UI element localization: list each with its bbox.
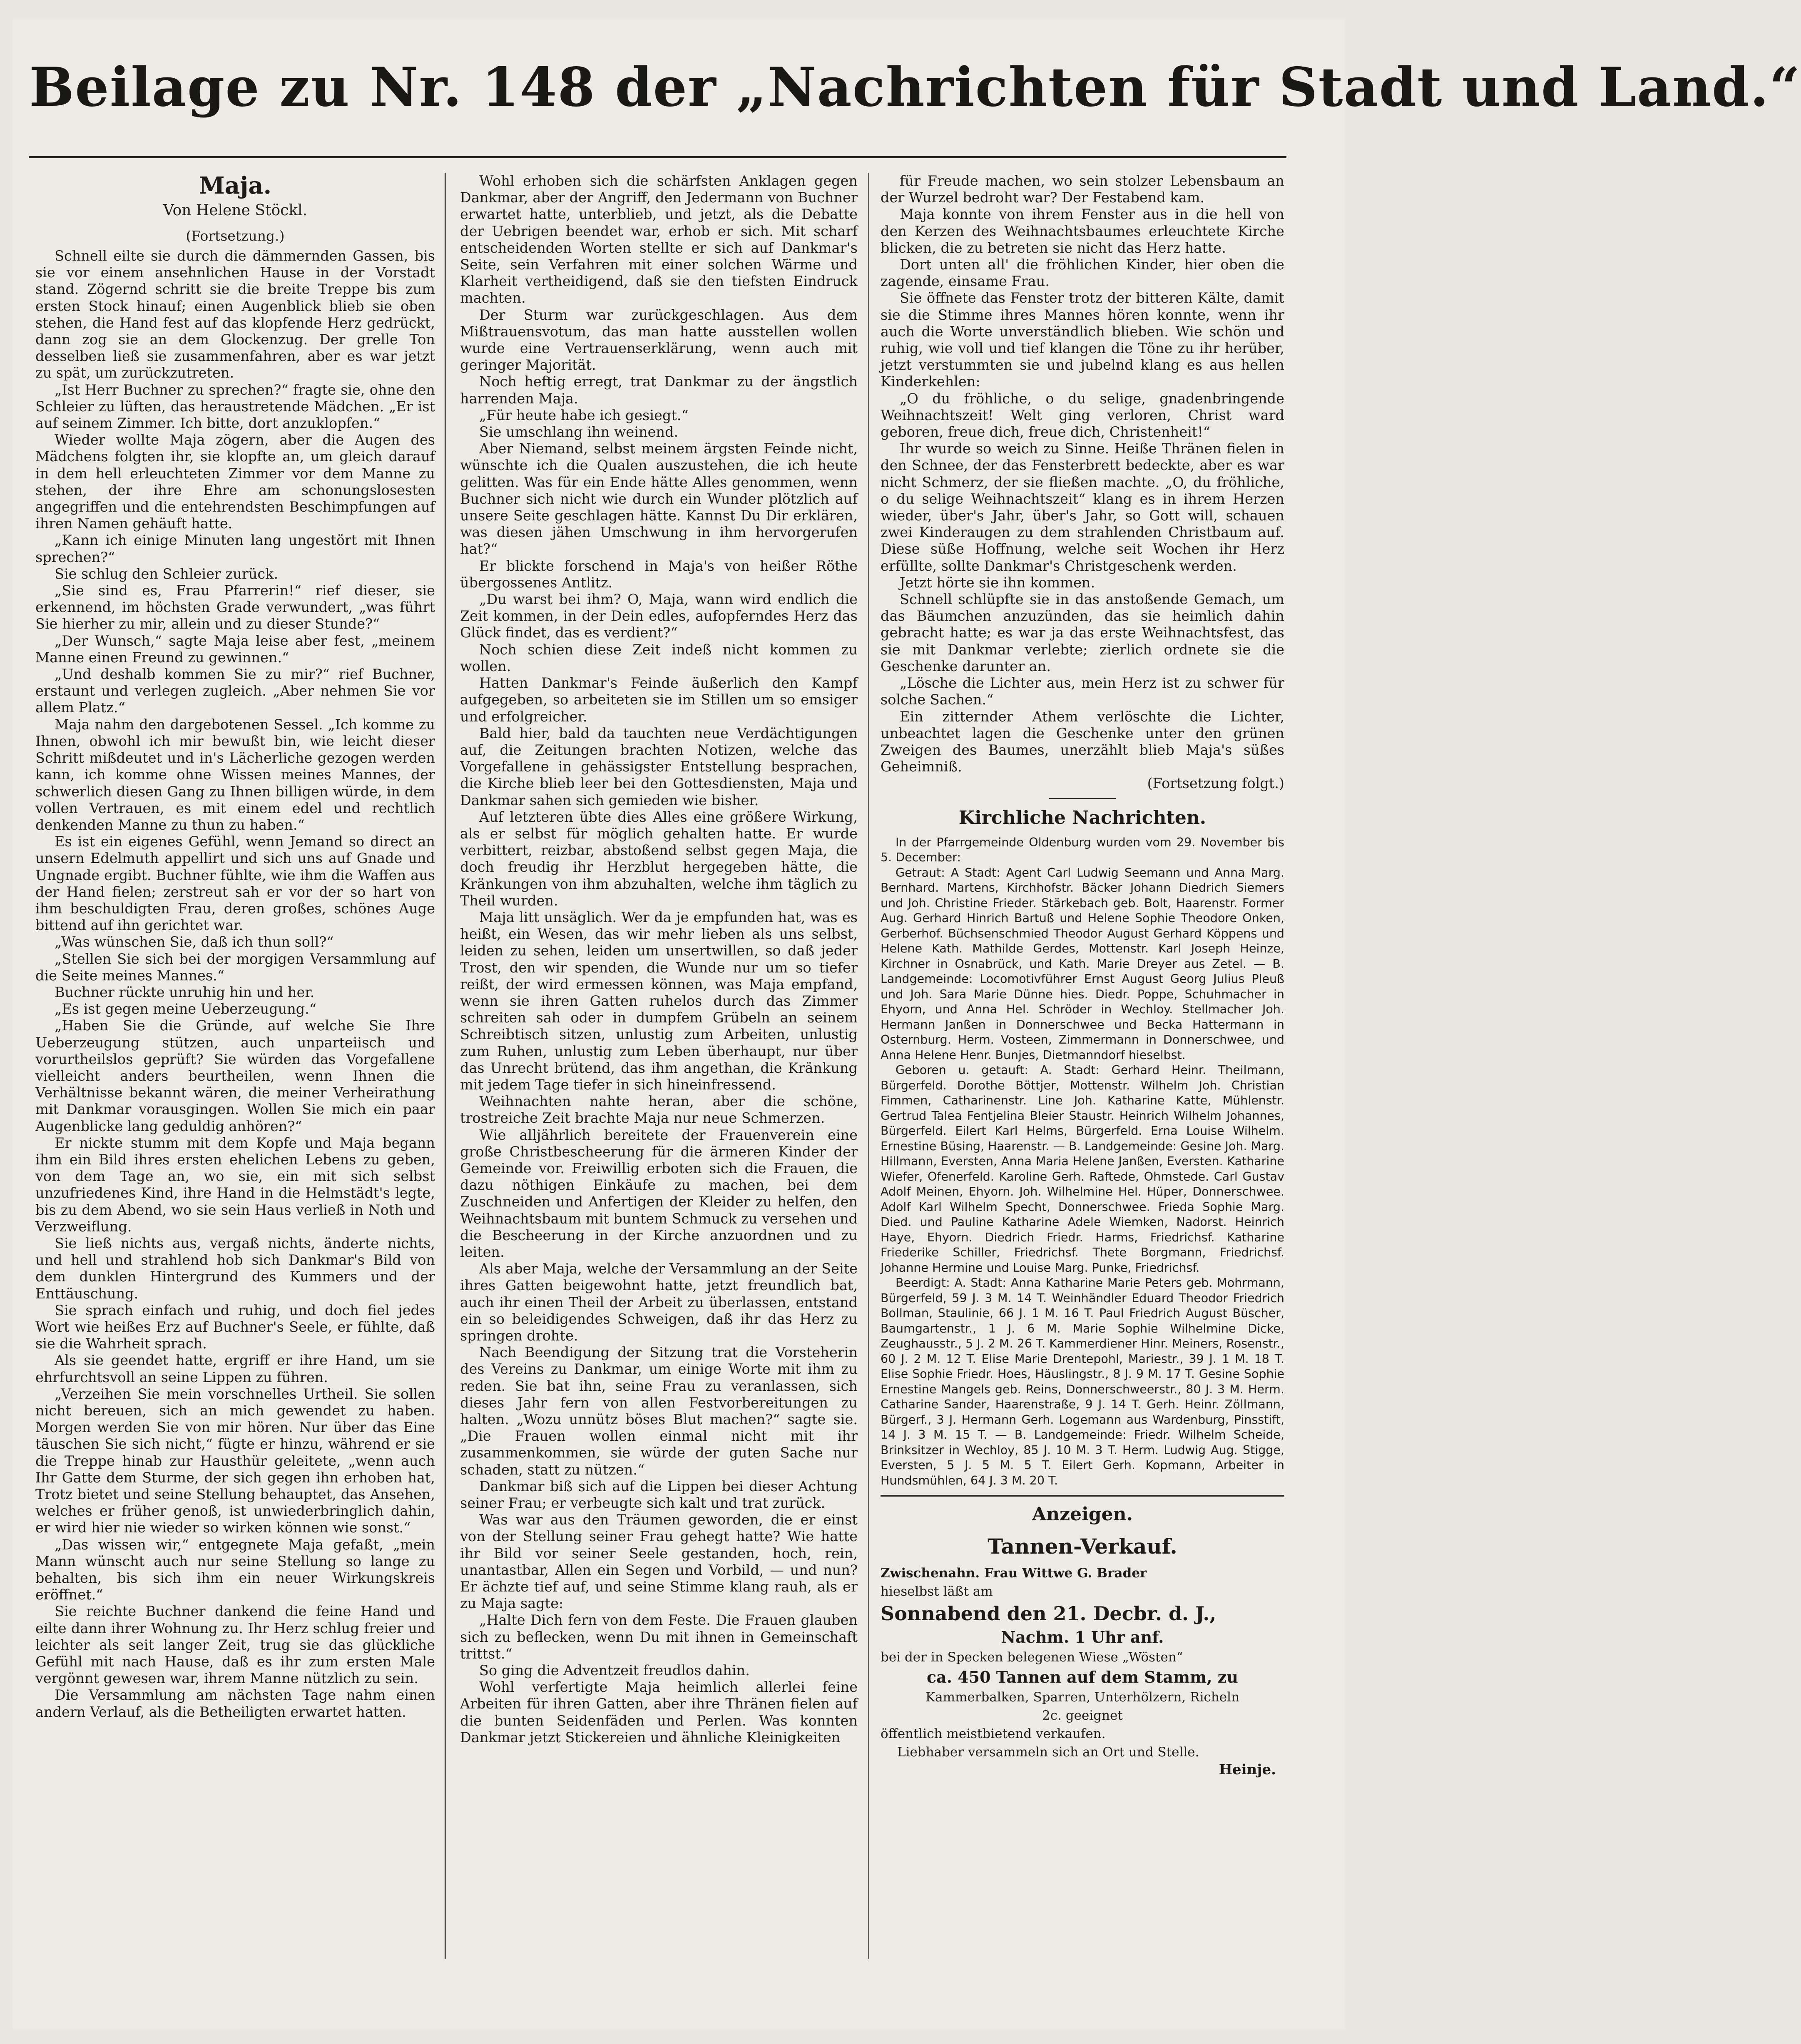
story-title: Maja. bbox=[199, 172, 272, 199]
story-paragraph: Auf letzteren übte dies Alles eine größere Wirkung, als er selbst für möglich gehalten hatte. Er wurde verbittert, reizbar, abstoßend selbst gegen Maja, die doch freudig ihr Herzblut hergegeben hätte, die Kränkungen von ihm abzuhalten, welche ihm täglich zu Theil wurden. bbox=[460, 808, 858, 909]
section-rule bbox=[1049, 798, 1116, 799]
story-to-be-continued: (Fortsetzung folgt.) bbox=[1147, 775, 1284, 792]
story-paragraph: Sie öffnete das Fenster trotz der bitteren Kälte, damit sie die Stimme ihres Mannes hören konnte, wenn ihr auch die Worte unverständlich blieben. Wie schön und ruhig, wie voll und tief klangen die Töne zu ihr herüber, jetzt verstummten sie und jubelnd klang es aus hellen Kinderkehlen: bbox=[881, 290, 1284, 390]
story-paragraph: Noch heftig erregt, trat Dankmar zu der ängstlich harrenden Maja. bbox=[460, 373, 858, 407]
story-paragraph: Sie schlug den Schleier zurück. bbox=[55, 565, 279, 582]
column-2-body bbox=[460, 173, 858, 1746]
story-paragraph: Ein zitternder Athem verlöschte die Lichter, unbeachtet lagen die Geschenke unter den grünen Zweigen des Baumes, unerzählt blieb Maja's süßes Geheimniß. bbox=[881, 708, 1284, 775]
story-paragraph: Als sie geendet hatte, ergriff er ihre Hand, um sie ehrfurchtsvoll an seine Lippen zu führen. bbox=[35, 1352, 435, 1385]
ad-location: bei der in Specken belegenen Wiese „Wösten“ bbox=[881, 1650, 1183, 1665]
story-paragraph: Er blickte forschend in Maja's von heißer Röthe übergossenes Antlitz. bbox=[460, 557, 858, 591]
ads-heading: Anzeigen. bbox=[1032, 1504, 1133, 1525]
church-news bbox=[881, 835, 1284, 1489]
story-paragraph: Ihr wurde so weich zu Sinne. Heiße Thränen fielen in den Schnee, der das Fensterbrett bedeckte, aber es war nicht Schmerz, der sie fließen machte. „O, du fröhliche, o du selige Weihnachtszeit“ klang es in ihrem Herzen wieder, über's Jahr, über's Jahr, so Gott will, schauen zwei Kinderaugen zu dem strahlenden Christbaum auf. Diese süße Hoffnung, welche seit Wochen ihr Herz erfüllte, sollte Dankmar's Christgeschenk werden. bbox=[881, 440, 1284, 574]
ad-uses: Kammerbalken, Sparren, Unterhölzern, Richeln bbox=[925, 1690, 1240, 1705]
column-divider bbox=[868, 173, 869, 1959]
story-paragraph: Hatten Dankmar's Feinde äußerlich den Kampf aufgegeben, so arbeiteten sie im Stillen um so emsiger und erfolgreicher. bbox=[460, 675, 858, 725]
church-news-paragraph: Geboren u. getauft: A. Stadt: Gerhard Heinr. Theilmann, Bürgerfeld. Dorothe Böttjer, Mottenstr. Wilhelm Joh. Christian Fimmen, Catharinenstr. Line Joh. Katharine Katte, Mühlenstr. Gertrud Talea Fentjelina Bleier Staustr. Heinrich Wilhelm Johannes, Bürgerfeld. Eilert Karl Helms, Bürgerfeld. Erna Louise Wilhelm. Ernestine Büsing, Haarenstr. — B. Landgemeinde: Gesine Joh. Marg. Hillmann, Eversten, Anna Maria Helene Janßen, Eversten. Katharine Wiefer, Ofenerfeld. Karoline Gerh. Raftede, Ohmstede. Carl Gustav Adolf Meinen, Ehyorn. Joh. Wilhelmine Hel. Hüper, Donnerschwee. Adolf Karl Wilhelm Specht, Donnerschwee. Frieda Sophie Marg. Died. und Pauline Katharine Adele Wiemken, Nadorst. Heinrich Haye, Ehyorn. Diedrich Friedr. Harms, Friedrichsf. Katharine Friederike Schiller, Friedrichsf. Thete Borgmann, Friedrichsf. Johanne Hermine und Louise Marg. Punke, Friedrichsf. bbox=[881, 1063, 1284, 1275]
story-paragraph: Dort unten all' die fröhlichen Kinder, hier oben die zagende, einsame Frau. bbox=[881, 256, 1284, 290]
story-paragraph: „O du fröhliche, o du selige, gnadenbringende Weihnachtszeit! Welt ging verloren, Christ ward geboren, freue dich, freue dich, Christenheit!“ bbox=[881, 390, 1284, 440]
story-paragraph: Wie alljährlich bereitete der Frauenverein eine große Christbescheerung für die ärmeren Kinder der Gemeinde vor. Freiwillig erboten sich die Frauen, die dazu nöthigen Einkäufe zu machen, bei dem Zuschneiden und Anfertigen der Kleider zu helfen, den Weihnachtsbaum mit buntem Schmuck zu versehen und die Bescheerung in der Kirche anzuordnen und zu leiten. bbox=[460, 1126, 858, 1260]
story-paragraph: Die Versammlung am nächsten Tage nahm einen andern Verlauf, als die Betheiligten erwartet hatten. bbox=[35, 1687, 435, 1720]
ad-date: Sonnabend den 21. Decbr. d. J., bbox=[881, 1602, 1216, 1625]
column-3 bbox=[881, 173, 1284, 1778]
story-paragraph: So ging die Adventzeit freudlos dahin. bbox=[479, 1662, 750, 1679]
story-paragraph: Er nickte stumm mit dem Kopfe und Maja begann ihm ein Bild ihres ersten ehelichen Lebens zu geben, von dem Tage an, wo sie, ein mit sich selbst unzufriedenes Kind, ihre Hand in die Helmstädt's legte, bis zu dem Abend, wo sie sein Haus verließ in Noth und Verzweiflung. bbox=[35, 1134, 435, 1235]
story-paragraph: Was war aus den Träumen geworden, die er einst von der Stellung seiner Frau gehegt hatte? Wie hatte ihr Bild vor seiner Seele gestanden, hoch, rein, unantastbar, Allen ein Segen und Vorbild, — und nun? Er ächzte tief auf, und seine Stimme klang rauh, als er zu Maja sagte: bbox=[460, 1512, 858, 1612]
story-paragraph: Noch schien diese Zeit indeß nicht kommen zu wollen. bbox=[460, 641, 858, 674]
newspaper-page bbox=[12, 19, 1801, 2029]
ad-signature: Heinje. bbox=[1219, 1761, 1276, 1778]
story-paragraph: Sie reichte Buchner dankend die feine Hand und eilte dann ihrer Wohnung zu. Ihr Herz schlug freier und leichter als seit langer Zeit, trug sie das glückliche Gefühl mit nach Hause, daß es ihr zum ersten Male vergönnt gewesen war, ihrem Manne nützlich zu sein. bbox=[35, 1603, 435, 1687]
story-paragraph: „Verzeihen Sie mein vorschnelles Urtheil. Sie sollen nicht bereuen, sich an mich gewendet zu haben. Morgen werden Sie von mir hören. Nur über das Eine täuschen Sie sich nicht,“ fügte er hinzu, während er sie die Treppe hinab zur Hausthür geleitete, „wenn auch Ihr Gatte dem Sturme, der sich gegen ihn erhoben hat, Trotz bietet und seine Stellung behauptet, das Ansehen, welches er früher genoß, ist unwiederbringlich dahin, er wird hier nie wieder so wirken können wie sonst.“ bbox=[35, 1385, 435, 1536]
ad-line-2: hieselbst läßt am bbox=[881, 1584, 993, 1599]
story-paragraph: „Halte Dich fern von dem Feste. Die Frauen glauben sich zu beflecken, wenn Du mit ihnen in Gemeinschaft trittst.“ bbox=[460, 1612, 858, 1662]
story-paragraph: Der Sturm war zurückgeschlagen. Aus dem Mißtrauensvotum, das man hatte ausstellen wollen wurde eine Vertrauenserklärung, wenn auch mit geringer Majorität. bbox=[460, 306, 858, 373]
section-rule bbox=[881, 1495, 1284, 1497]
ad-lot: ca. 450 Tannen auf dem Stamm, zu bbox=[926, 1668, 1239, 1687]
story-paragraph: Maja nahm den dargebotenen Sessel. „Ich komme zu Ihnen, obwohl ich mir bewußt bin, wie leicht dieser Schritt mißdeutet und in's Lächerliche gezogen werden kann, ich komme ohne Wissen meines Mannes, der schwerlich diesen Gang zu Ihnen billigen würde, in dem vollen Vertrauen, es mit einem edel und rechtlich denkenden Manne zu thun zu haben.“ bbox=[35, 716, 435, 833]
story-paragraph: Maja litt unsäglich. Wer da je empfunden hat, was es heißt, ein Wesen, das wir mehr lieben als uns selbst, leiden zu sehen, leiden um unsertwillen, so daß jeder Trost, den wir spenden, die Wunde nur um so tiefer reißt, der wird ermessen können, was Maja empfand, wenn sie ihren Gatten ruhelos durch das Zimmer schreiten sah oder in dumpfem Grübeln an seinem Schreibtisch sitzen, unlustig zum Arbeiten, unlustig zum Ruhen, unlustig zum Leben überhaupt, nur über das Unrecht brütend, das ihm angethan, die Kränkung mit jedem Tage tiefer in sich hineinfressend. bbox=[460, 909, 858, 1093]
story-paragraph: „Sie sind es, Frau Pfarrerin!“ rief dieser, sie erkennend, im höchsten Grade verwundert, „was führt Sie hierher zu mir, allein und zu dieser Stunde?“ bbox=[35, 582, 435, 632]
story-paragraph: „Du warst bei ihm? O, Maja, wann wird endlich die Zeit kommen, in der Dein edles, aufopferndes Herz das Glück findet, das es verdient?“ bbox=[460, 591, 858, 641]
story-paragraph: „Und deshalb kommen Sie zu mir?“ rief Buchner, erstaunt und verlegen zugleich. „Aber nehmen Sie vor allem Platz.“ bbox=[35, 666, 435, 716]
story-paragraph: Wieder wollte Maja zögern, aber die Augen des Mädchens folgten ihr, sie klopfte an, um gleich darauf in dem hell erleuchteten Zimmer vor dem Manne zu stehen, der ihre Ehre am schonungslosesten angegriffen und die entehrendsten Beschimpfungen auf ihren Namen gehäuft hatte. bbox=[35, 432, 435, 532]
story-byline: Von Helene Stöckl. bbox=[163, 202, 308, 219]
story-paragraph: „Was wünschen Sie, daß ich thun soll?“ bbox=[55, 934, 334, 950]
story-paragraph: für Freude machen, wo sein stolzer Lebensbaum an der Wurzel bedroht war? Der Festabend kam. bbox=[881, 173, 1284, 206]
story-paragraph: Weihnachten nahte heran, aber die schöne, trostreiche Zeit brachte Maja nur neue Schmerzen. bbox=[460, 1093, 858, 1126]
masthead: Beilage zu Nr. 148 der „Nachrichten für Stadt und Land.“ bbox=[29, 56, 1801, 119]
church-news-body bbox=[881, 865, 1284, 1489]
story-paragraph: Es ist ein eigenes Gefühl, wenn Jemand so direct an unsern Edelmuth appellirt und sich uns auf Gnade und Ungnade ergibt. Buchner fühlte, wie ihm die Waffen aus der Hand fielen; zerstreut sah er vor der so hart von ihm beschuldigten Frau, deren großes, schönes Auge bittend auf ihn gerichtet war. bbox=[35, 833, 435, 934]
story-paragraph: Bald hier, bald da tauchten neue Verdächtigungen auf, die Zeitungen brachten Notizen, welche das Vorgefallene in gehässigster Entstellung besprachen, die Kirche blieb leer bei den Gottesdiensten, Maja und Dankmar sahen sich gemieden wie bisher. bbox=[460, 725, 858, 808]
church-news-heading: Kirchliche Nachrichten. bbox=[958, 807, 1206, 828]
story-paragraph: Wohl verfertigte Maja heimlich allerlei feine Arbeiten für ihren Gatten, aber ihre Thränen fielen auf die bunten Seidenfäden und Perlen. Was konnten Dankmar jetzt Stickereien und ähnliche Kleinigkeiten bbox=[460, 1679, 858, 1746]
church-news-paragraph: Beerdigt: A. Stadt: Anna Katharine Marie Peters geb. Mohrmann, Bürgerfeld, 59 J. 3 M. 14 T. Weinhändler Eduard Theodor Friedrich Bollman, Staulinie, 66 J. 1 M. 16 T. Paul Friedrich August Büscher, Baumgartenstr., 1 J. 6 M. Marie Sophie Wilhelmine Dicke, Zeughausstr., 5 J. 2 M. 26 T. Kammerdiener Hinr. Meiners, Rosenstr., 60 J. 2 M. 12 T. Elise Marie Drentepohl, Mariestr., 39 J. 1 M. 18 T. Elise Sophie Friedr. Hoes, Häuslingstr., 8 J. 9 M. 17 T. Gesine Sophie Ernestine Mangels geb. Reins, Donnerschweerstr., 80 J. 3 M. Herm. Catharine Sander, Haarenstraße, 9 J. 14 T. Gerh. Heinr. Zöllmann, Bürgerf., 3 J. Hermann Gerh. Logemann aus Wardenburg, Pinsstift, 14 J. 3 M. 15 T. — B. Landgemeinde: Friedr. Wilhelm Scheide, Brinksitzer in Wechloy, 85 J. 10 M. 3 T. Herm. Ludwig Aug. Stigge, Eversten, 5 J. 5 M. 5 T. Eilert Gerh. Kopmann, Arbeiter in Hundsmühlen, 64 J. 3 M. 20 T. bbox=[881, 1276, 1284, 1487]
story-paragraph: Dankmar biß sich auf die Lippen bei dieser Achtung seiner Frau; er verbeugte sich kalt und trat zurück. bbox=[460, 1478, 858, 1512]
story-paragraph: Aber Niemand, selbst meinem ärgsten Feinde nicht, wünschte ich die Qualen auszustehen, die ich heute gelitten. Was für ein Ende hätte Alles genommen, wenn Buchner sich nicht wie durch ein Wunder plötzlich auf unsere Seite geschlagen hätte. Kannst Du Dir erklären, was diesen jähen Umschwung in ihm hervorgerufen hat?“ bbox=[460, 440, 858, 557]
ad-title: Tannen-Verkauf. bbox=[988, 1534, 1177, 1559]
story-paragraph: Maja konnte von ihrem Fenster aus in die hell von den Kerzen des Weihnachtsbaumes erleuchtete Kirche blicken, die zu betreten sie nicht das Herz hatte. bbox=[881, 206, 1284, 256]
story-paragraph: „Kann ich einige Minuten lang ungestört mit Ihnen sprechen?“ bbox=[35, 532, 435, 565]
story-paragraph: Wohl erhoben sich die schärfsten Anklagen gegen Dankmar, aber der Angriff, den Jedermann von Buchner erwartet hatte, unterblieb, und jetzt, als die Debatte der Uebrigen beendet war, erhob er sich. Mit scharf entscheidenden Worten stellte er sich auf Dankmar's Seite, sein Verfahren mit einer solchen Wärme und Klarheit vertheidigend, daß sie den tiefsten Eindruck machten. bbox=[460, 173, 858, 306]
column-1-body bbox=[35, 248, 435, 1721]
masthead-rule bbox=[29, 156, 1286, 158]
story-continued-note: (Fortsetzung.) bbox=[186, 228, 285, 244]
ad-line-1: Zwischenahn. Frau Wittwe G. Brader bbox=[881, 1566, 1147, 1581]
story-paragraph: Schnell eilte sie durch die dämmernden Gassen, bis sie vor einem ansehnlichen Hause in der Vorstadt stand. Zögernd schritt sie die breite Treppe bis zum ersten Stock hinauf; einen Augenblick blieb sie oben stehen, die Hand fest auf das klopfende Herz gedrückt, dann zog sie an dem Glockenzug. Der grelle Ton desselben ließ sie zusammenfahren, aber es war jetzt zu spät, um zurückzutreten. bbox=[35, 248, 435, 381]
story-paragraph: „Für heute habe ich gesiegt.“ bbox=[479, 407, 689, 423]
story-paragraph: „Der Wunsch,“ sagte Maja leise aber fest, „meinem Manne einen Freund zu gewinnen.“ bbox=[35, 632, 435, 666]
story-paragraph: Buchner rückte unruhig hin und her. bbox=[55, 984, 315, 1000]
story-paragraph: Jetzt hörte sie ihn kommen. bbox=[900, 574, 1095, 591]
story-paragraph: Sie umschlang ihn weinend. bbox=[479, 424, 679, 440]
story-paragraph: „Lösche die Lichter aus, mein Herz ist zu schwer für solche Sachen.“ bbox=[881, 675, 1284, 708]
ad-sale: öffentlich meistbietend verkaufen. bbox=[881, 1726, 1106, 1742]
story-paragraph: Sie sprach einfach und ruhig, und doch fiel jedes Wort wie heißes Erz auf Buchner's Seele, er fühlte, daß sie die Wahrheit sprach. bbox=[35, 1302, 435, 1352]
column-divider bbox=[445, 173, 446, 1959]
story-paragraph: „Es ist gegen meine Ueberzeugung.“ bbox=[55, 1001, 316, 1017]
column-2 bbox=[460, 173, 858, 1746]
column-1 bbox=[35, 173, 435, 1721]
church-news-intro: In der Pfarrgemeinde Oldenburg wurden vom 29. November bis 5. December: bbox=[881, 835, 1284, 865]
story-paragraph: „Ist Herr Buchner zu sprechen?“ fragte sie, ohne den Schleier zu lüften, das heraustretende Mädchen. „Er ist auf seinem Zimmer. Ich bitte, dort anzuklopfen.“ bbox=[35, 381, 435, 432]
story-paragraph: Nach Beendigung der Sitzung trat die Vorsteherin des Vereins zu Dankmar, um einige Worte mit ihm zu reden. Sie bat ihn, seine Frau zu veranlassen, sich dieses Jahr fern von allen Festvorbereitungen zu halten. „Wozu unnütz böses Blut machen?“ sagte sie. „Die Frauen wollen einmal nicht mit ihr zusammenkommen, sie würde der guten Sache nur schaden, statt zu nützen.“ bbox=[460, 1344, 858, 1478]
ad-line bbox=[881, 1564, 1284, 1582]
story-paragraph: Sie ließ nichts aus, vergaß nichts, änderte nichts, und hell und strahlend hob sich Dankmar's Bild von dem dunklen Hintergrund des Kummers und der Enttäuschung. bbox=[35, 1235, 435, 1302]
church-news-paragraph: Getraut: A Stadt: Agent Carl Ludwig Seemann und Anna Marg. Bernhard. Martens, Kirchhofstr. Bäcker Johann Diedrich Siemers und Joh. Christine Frieder. Stärkebach geb. Bolt, Haarenstr. Former Aug. Gerhard Hinrich Bartuß und Helene Sophie Theodore Onken, Gerberhof. Büchsenschmied Theodor August Gerhard Köppens und Helene Kath. Mathilde Gerdes, Mottenstr. Karl Joseph Heinze, Kirchner in Osnabrück, und Kath. Marie Dreyer aus Zetel. — B. Landgemeinde: Locomotivführer Ernst August Georg Julius Pleuß und Joh. Sara Marie Dünne hies. Diedr. Poppe, Schuhmacher in Ehyorn, und Anna Hel. Schröder in Wechloy. Stellmacher Joh. Hermann Janßen in Donnerschwee und Becka Hattermann in Osternburg. Herm. Vosteen, Zimmermann in Donnerschwee, und Anna Helene Henr. Bunjes, Dietmanndorf hieselbst. bbox=[881, 865, 1284, 1062]
column-3-story bbox=[881, 173, 1284, 775]
ad-uses-cont: 2c. geeignet bbox=[1042, 1708, 1123, 1723]
story-paragraph: Als aber Maja, welche der Versammlung an der Seite ihres Gatten beigewohnt hatte, jetzt freundlich bat, auch ihr einen Theil der Arbeit zu überlassen, entstand ein so beleidigendes Schweigen, daß ihr das Herz zu springen drohte. bbox=[460, 1261, 858, 1344]
ad-time: Nachm. 1 Uhr anf. bbox=[1001, 1628, 1164, 1647]
story-paragraph: „Das wissen wir,“ entgegnete Maja gefaßt, „mein Mann wünscht auch nur seine Stellung so lange zu behalten, bis sich ihm ein neuer Wirkungskreis eröffnet.“ bbox=[35, 1536, 435, 1603]
story-paragraph: „Haben Sie die Gründe, auf welche Sie Ihre Ueberzeugung stützen, auch unparteiisch und vorurtheilslos geprüft? Sie würden das Vorgefallene vielleicht anders beurtheilen, wenn Ihnen die Verhältnisse bekannt wären, die meiner Verheirathung mit Dankmar vorausgingen. Wollen Sie mich ein paar Augenblicke lang geduldig anhören?“ bbox=[35, 1017, 435, 1134]
ad-meeting: Liebhaber versammeln sich an Ort und Stelle. bbox=[897, 1745, 1199, 1760]
story-paragraph: „Stellen Sie sich bei der morgigen Versammlung auf die Seite meines Mannes.“ bbox=[35, 950, 435, 984]
story-paragraph: Schnell schlüpfte sie in das anstoßende Gemach, um das Bäumchen anzuzünden, das sie heimlich dahin gebracht hatte; es war ja das erste Weihnachtsfest, das sie mit Dankmar verlebte; zierlich ordnete sie die Geschenke darunter an. bbox=[881, 591, 1284, 674]
